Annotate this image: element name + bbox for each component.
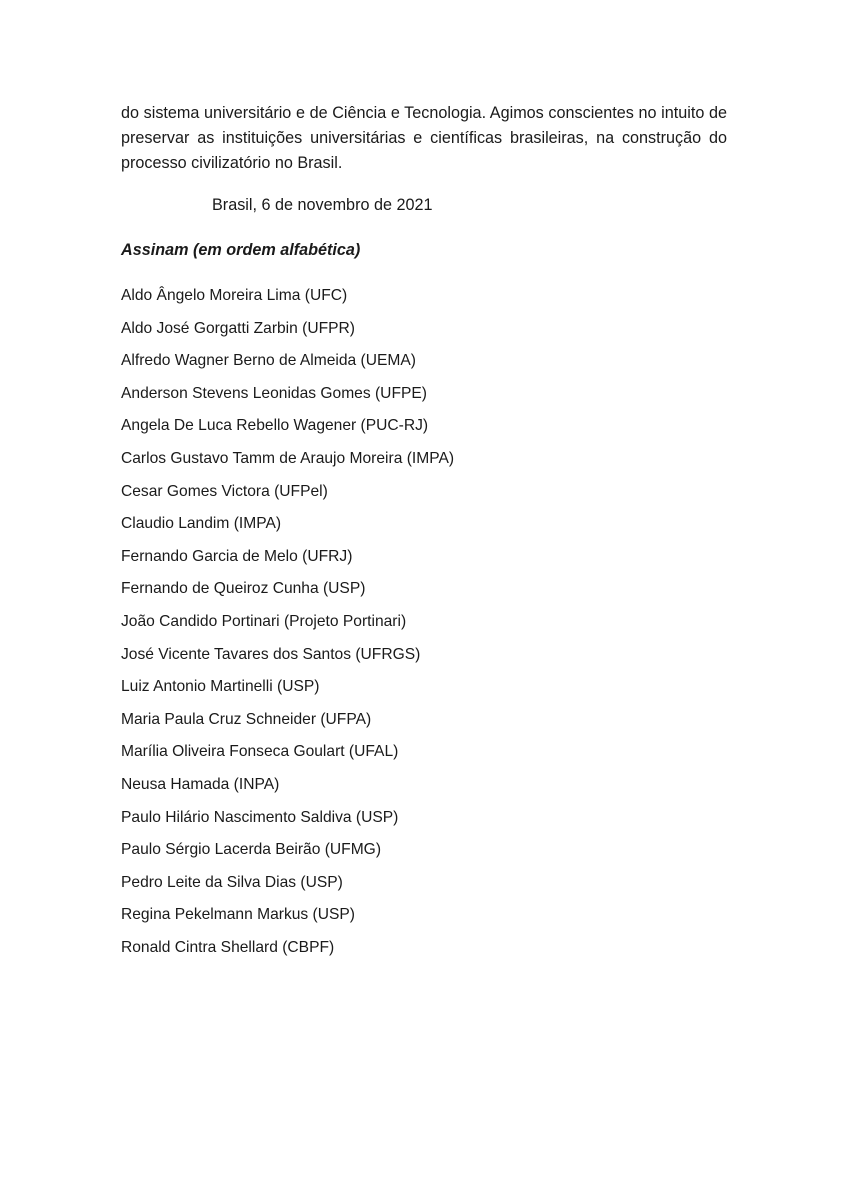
signatory-item: Carlos Gustavo Tamm de Araujo Moreira (IMPA) — [121, 449, 455, 467]
signatory-item: Aldo José Gorgatti Zarbin (UFPR) — [121, 319, 355, 337]
signatory-item: José Vicente Tavares dos Santos (UFRGS) — [121, 645, 421, 663]
signatory-item: Maria Paula Cruz Schneider (UFPA) — [121, 710, 372, 728]
signatories-heading: Assinam (em ordem alfabética) — [121, 241, 361, 259]
signatory-item: Paulo Hilário Nascimento Saldiva (USP) — [121, 808, 399, 826]
signatories-list — [121, 284, 454, 968]
signatory-item: Ronald Cintra Shellard (CBPF) — [121, 938, 335, 956]
signatory-item: Regina Pekelmann Markus (USP) — [121, 906, 355, 924]
signatory-item: Anderson Stevens Leonidas Gomes (UFPE) — [121, 384, 427, 402]
signatory-item: Luiz Antonio Martinelli (USP) — [121, 678, 320, 696]
signatory-item: Paulo Sérgio Lacerda Beirão (UFMG) — [121, 841, 382, 859]
signatory-item: Neusa Hamada (INPA) — [121, 775, 280, 793]
signatory-item: Alfredo Wagner Berno de Almeida (UEMA) — [121, 352, 416, 370]
signatory-item: João Candido Portinari (Projeto Portinari) — [121, 612, 407, 630]
signatory-item: Angela De Luca Rebello Wagener (PUC-RJ) — [121, 417, 429, 435]
signatory-item: Claudio Landim (IMPA) — [121, 515, 282, 533]
signatory-item: Pedro Leite da Silva Dias (USP) — [121, 873, 343, 891]
signatory-item: Fernando de Queiroz Cunha (USP) — [121, 580, 366, 598]
signatory-item: Fernando Garcia de Melo (UFRJ) — [121, 547, 353, 565]
dateline: Brasil, 6 de novembro de 2021 — [212, 196, 433, 214]
signatory-item: Marília Oliveira Fonseca Goulart (UFAL) — [121, 743, 399, 761]
closing-paragraph: do sistema universitário e de Ciência e Tecnologia. Agimos conscientes no intuito de preservar as instituições universitárias e científicas brasileiras, na construção do processo civilizatório no Brasil. — [121, 104, 727, 172]
signatory-item: Aldo Ângelo Moreira Lima (UFC) — [121, 287, 348, 304]
signatory-item: Cesar Gomes Victora (UFPel) — [121, 482, 328, 500]
